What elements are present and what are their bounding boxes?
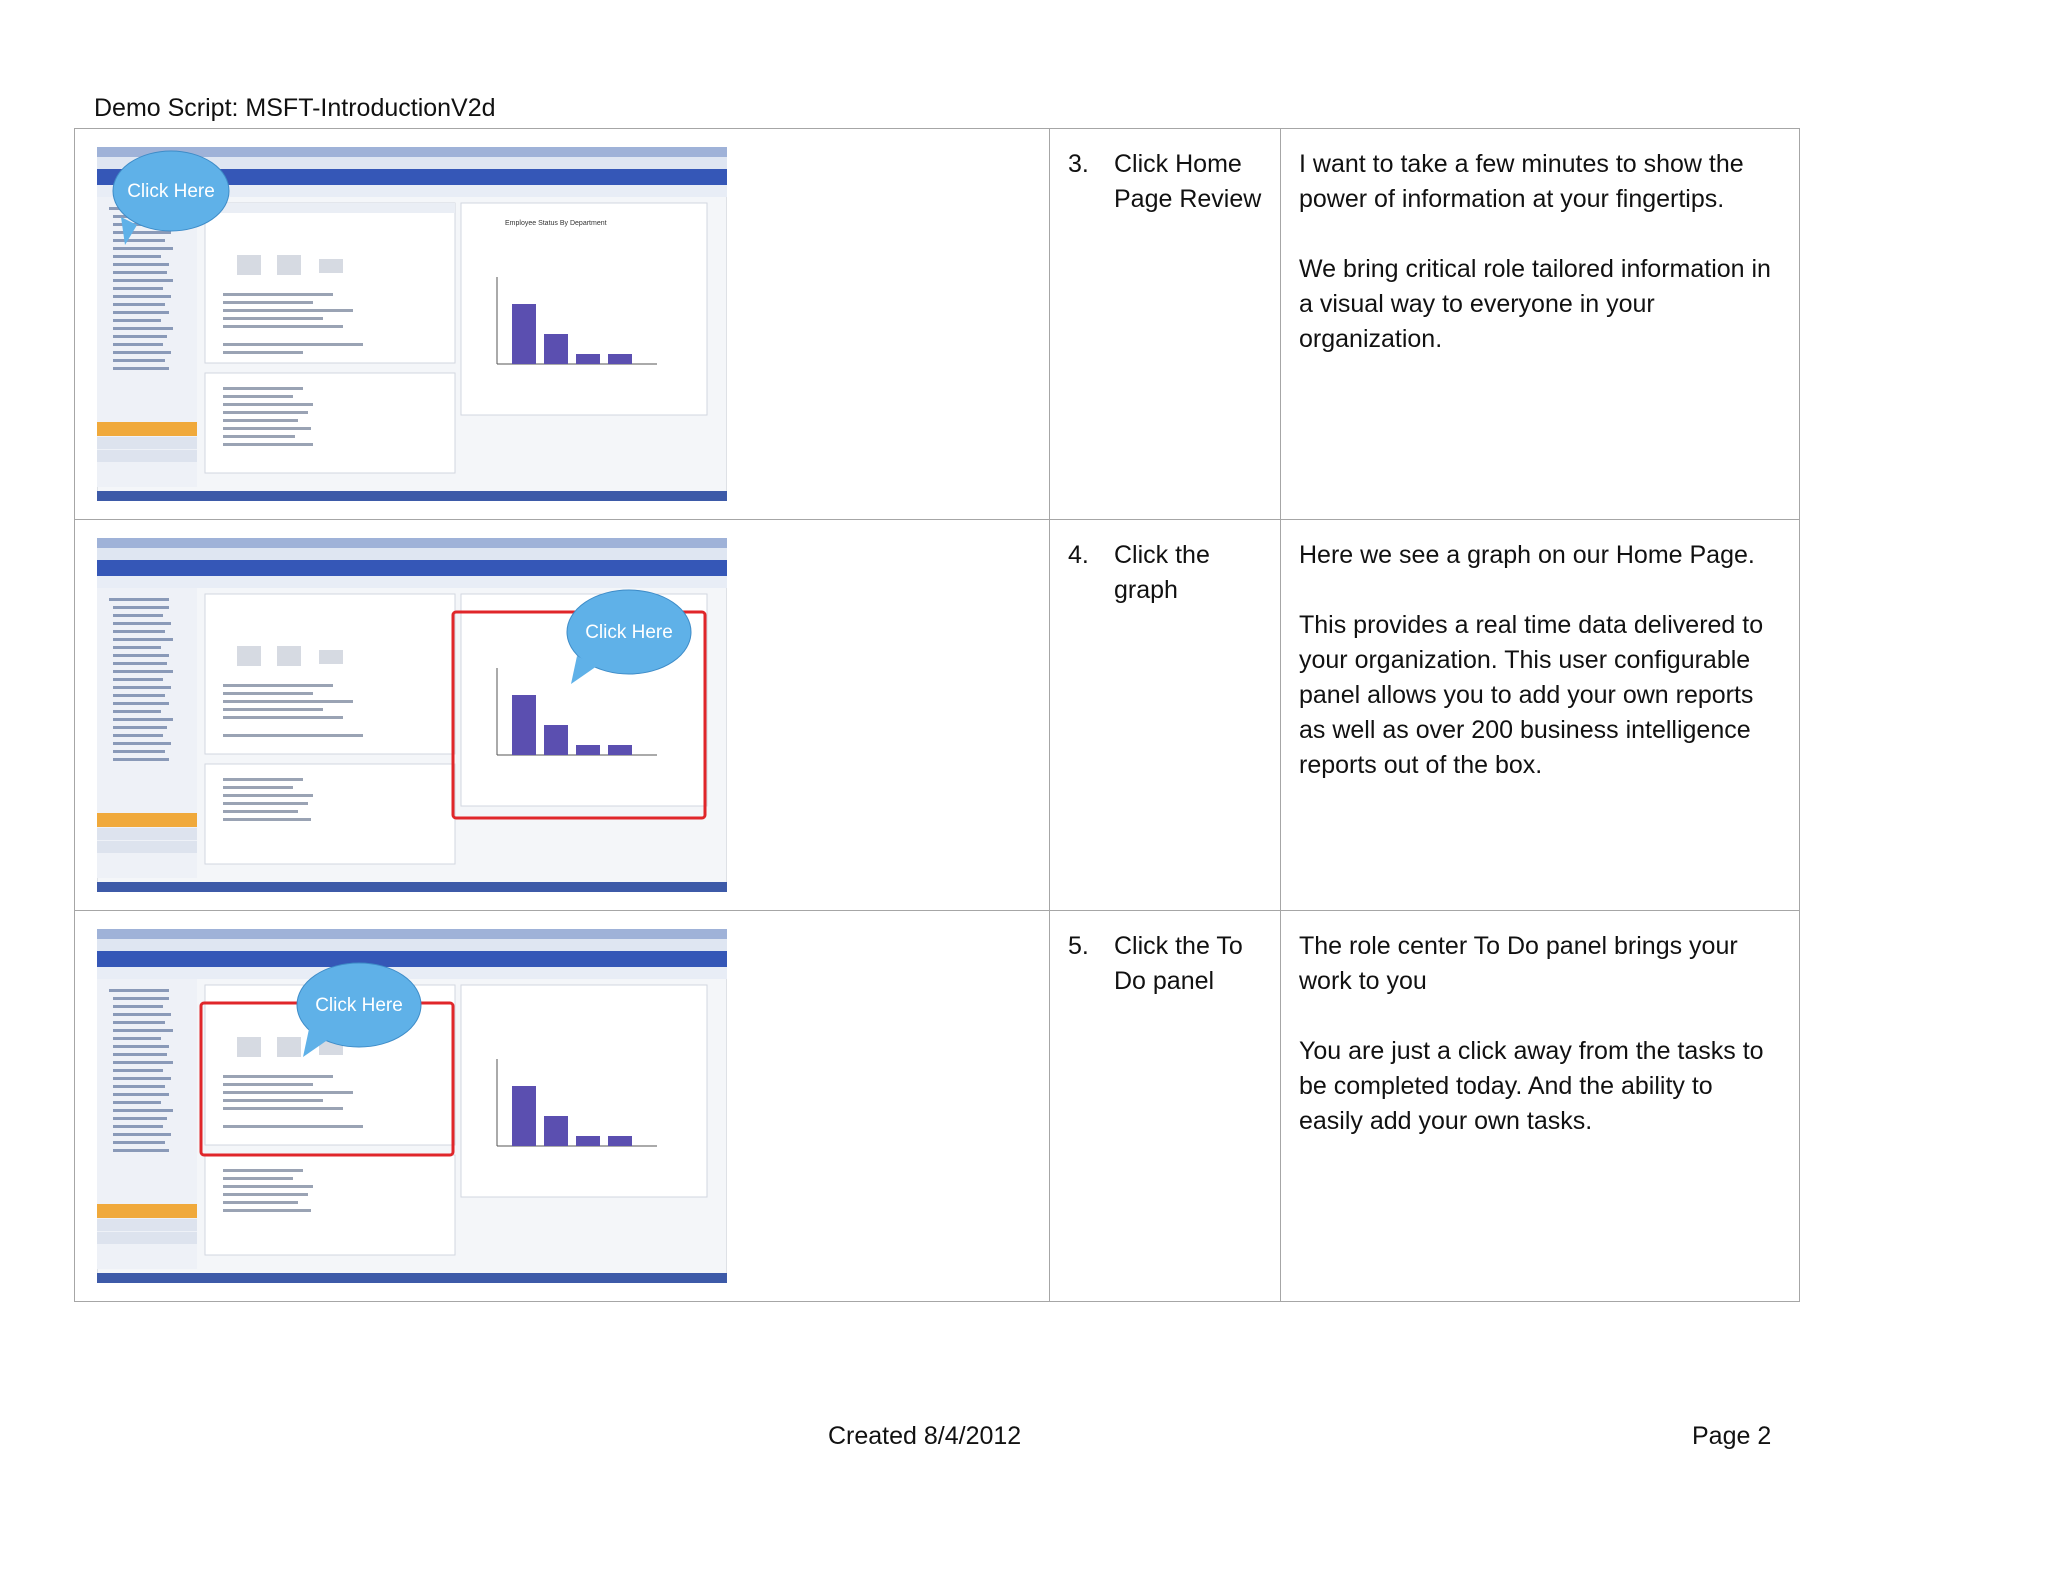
step-cell: [1050, 520, 1281, 911]
demo-script-table: [74, 128, 1800, 1302]
footer-page-number: Page 2: [1692, 1422, 1772, 1450]
step-instruction: Click the graph: [1114, 541, 1210, 604]
screenshot-cell: [75, 520, 1050, 911]
app-screenshot: [97, 147, 727, 501]
narration-cell: [1281, 911, 1800, 1302]
step-instruction: Click Home Page Review: [1114, 150, 1262, 213]
chart-bar: [576, 354, 600, 364]
step-cell: [1050, 911, 1281, 1302]
chart-bar: [576, 745, 600, 755]
narration-cell: [1281, 520, 1800, 911]
screenshot-cell: [75, 129, 1050, 520]
app-screenshot: [97, 538, 727, 892]
chart-bar: [544, 334, 568, 364]
chart-bar: [576, 1136, 600, 1146]
callout-label: Click Here: [127, 181, 215, 202]
step-number: 5.: [1068, 932, 1089, 960]
narration-paragraph: You are just a click away from the tasks to be completed today. And the ability to easily add your own tasks.: [1299, 1037, 1764, 1135]
reports-panel: [461, 203, 707, 415]
screenshot-cell: [75, 911, 1050, 1302]
footer-created-date: Created 8/4/2012: [828, 1422, 1022, 1450]
narration-paragraph: We bring critical role tailored information in a visual way to everyone in your organization.: [1299, 255, 1771, 353]
step-cell: [1050, 129, 1281, 520]
step-instruction: Click the To Do panel: [1114, 932, 1243, 995]
narration-paragraph: This provides a real time data delivered to your organization. This user configurable panel allows you to add your own reports as well as over 200 business intelligence reports out of the box.: [1299, 611, 1764, 779]
narration-paragraph: The role center To Do panel brings your work to you: [1299, 932, 1738, 995]
table-row: [75, 520, 1800, 911]
chart-bar: [512, 1086, 536, 1146]
chart-bar: [544, 1116, 568, 1146]
table-row: [75, 129, 1800, 520]
chart-title: Employee Status By Department: [505, 220, 607, 227]
chart-bar: [512, 695, 536, 755]
screenshot-image: [97, 538, 727, 892]
chart-bar: [512, 304, 536, 364]
app-screenshot: [97, 929, 727, 1283]
callout-label: Click Here: [585, 622, 673, 643]
chart-bar: [608, 354, 632, 364]
step-number: 3.: [1068, 150, 1089, 178]
chart-bar: [608, 1136, 632, 1146]
narration-cell: [1281, 129, 1800, 520]
table-row: [75, 911, 1800, 1302]
document-header: Demo Script: MSFT-IntroductionV2d: [94, 94, 496, 122]
narration-paragraph: Here we see a graph on our Home Page.: [1299, 541, 1755, 569]
narration-paragraph: I want to take a few minutes to show the power of information at your fingertips.: [1299, 150, 1744, 213]
step-number: 4.: [1068, 541, 1089, 569]
callout-label: Click Here: [315, 995, 403, 1016]
chart-bar: [608, 745, 632, 755]
screenshot-image: [97, 147, 727, 501]
chart-bar: [544, 725, 568, 755]
screenshot-image: [97, 929, 727, 1283]
